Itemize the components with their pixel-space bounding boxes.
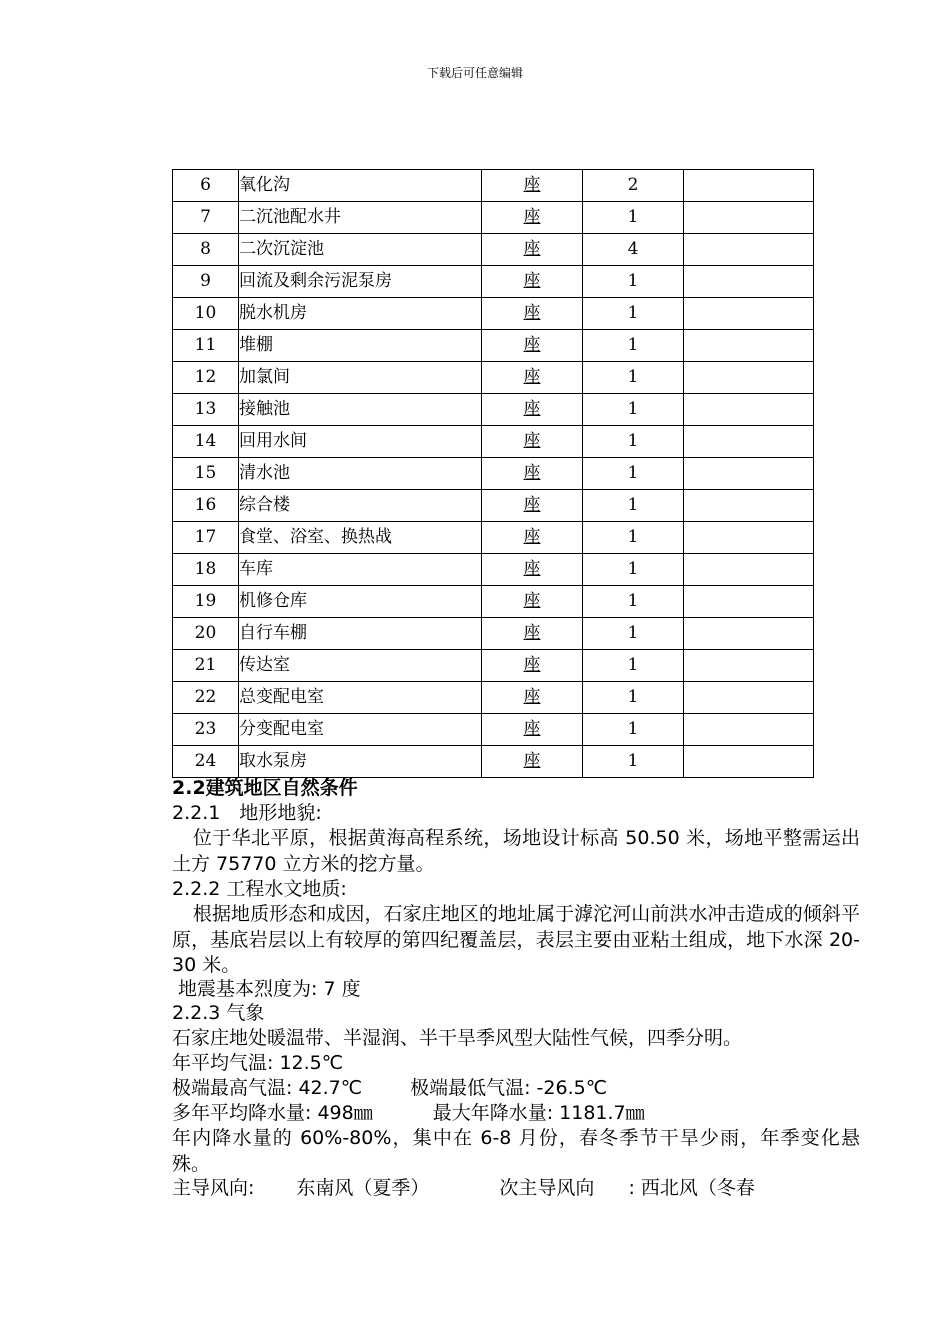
extreme-min-temperature: 极端最低气温: -26.5℃	[410, 1077, 608, 1099]
table-row	[173, 202, 814, 234]
row-number-cell: 21	[173, 650, 239, 682]
unit-cell: 座	[482, 490, 583, 522]
extreme-max-temperature: 极端最高气温: 42.7℃	[172, 1077, 363, 1099]
remark-cell	[684, 458, 814, 490]
remark-cell	[684, 746, 814, 778]
unit-cell: 座	[482, 394, 583, 426]
remark-cell	[684, 426, 814, 458]
table-row	[173, 394, 814, 426]
row-number-cell: 7	[173, 202, 239, 234]
facility-name-cell: 食堂、浴室、换热战	[239, 522, 482, 554]
unit-cell: 座	[482, 554, 583, 586]
facility-name-cell: 回用水间	[239, 426, 482, 458]
row-number-cell: 18	[173, 554, 239, 586]
table-row	[173, 554, 814, 586]
unit-cell: 座	[482, 682, 583, 714]
row-number-cell: 19	[173, 586, 239, 618]
facility-name-cell: 加氯间	[239, 362, 482, 394]
average-precipitation: 多年平均降水量: 498㎜	[172, 1102, 373, 1124]
quantity-cell: 1	[583, 650, 684, 682]
quantity-cell: 1	[583, 746, 684, 778]
unit-cell: 座	[482, 362, 583, 394]
row-number-cell: 13	[173, 394, 239, 426]
remark-cell	[684, 554, 814, 586]
row-number-cell: 22	[173, 682, 239, 714]
table-row	[173, 490, 814, 522]
remark-cell	[684, 394, 814, 426]
precipitation-row	[172, 1101, 862, 1127]
row-number-cell: 23	[173, 714, 239, 746]
quantity-cell: 1	[583, 298, 684, 330]
unit-cell: 座	[482, 746, 583, 778]
table-row	[173, 266, 814, 298]
unit-cell: 座	[482, 170, 583, 202]
quantity-cell: 1	[583, 682, 684, 714]
quantity-cell: 1	[583, 554, 684, 586]
table-row	[173, 170, 814, 202]
quantity-cell: 1	[583, 362, 684, 394]
quantity-cell: 1	[583, 458, 684, 490]
unit-cell: 座	[482, 234, 583, 266]
facility-table	[172, 169, 814, 778]
row-number-cell: 16	[173, 490, 239, 522]
facility-name-cell: 堆棚	[239, 330, 482, 362]
row-number-cell: 17	[173, 522, 239, 554]
quantity-cell: 1	[583, 426, 684, 458]
row-number-cell: 8	[173, 234, 239, 266]
quantity-cell: 2	[583, 170, 684, 202]
quantity-cell: 1	[583, 266, 684, 298]
table-row	[173, 618, 814, 650]
row-number-cell: 11	[173, 330, 239, 362]
facility-name-cell: 自行车棚	[239, 618, 482, 650]
table-row	[173, 426, 814, 458]
secondary-wind-value: : 西北风（冬春	[628, 1177, 755, 1199]
seismic-intensity: 地震基本烈度为: 7 度	[178, 978, 361, 1000]
unit-cell: 座	[482, 714, 583, 746]
quantity-cell: 4	[583, 234, 684, 266]
table-row	[173, 522, 814, 554]
paragraph-hydrogeology: 根据地质形态和成因，石家庄地区的地址属于滹沱河山前洪水冲击造成的倾斜平原，基底岩层以上有较厚的第四纪覆盖层，表层主要由亚粘土组成，地下水深 20-30 米。	[172, 903, 860, 976]
quantity-cell: 1	[583, 490, 684, 522]
facility-name-cell: 二次沉淀池	[239, 234, 482, 266]
table-row	[173, 682, 814, 714]
remark-cell	[684, 586, 814, 618]
paragraph-precipitation-distribution: 年内降水量的 60%-80%，集中在 6-8 月份，春冬季节干旱少雨，年季变化悬殊。	[172, 1127, 860, 1175]
unit-cell: 座	[482, 298, 583, 330]
facility-name-cell: 清水池	[239, 458, 482, 490]
unit-cell: 座	[482, 522, 583, 554]
row-number-cell: 9	[173, 266, 239, 298]
table-row	[173, 298, 814, 330]
facility-name-cell: 机修仓库	[239, 586, 482, 618]
facility-name-cell: 二沉池配水井	[239, 202, 482, 234]
row-number-cell: 10	[173, 298, 239, 330]
facility-name-cell: 接触池	[239, 394, 482, 426]
paragraph-climate: 石家庄地处暖温带、半湿润、半干旱季风型大陆性气候，四季分明。	[172, 1027, 743, 1049]
secondary-wind-label: 次主导风向	[499, 1177, 595, 1199]
table-row	[173, 458, 814, 490]
quantity-cell: 1	[583, 394, 684, 426]
remark-cell	[684, 522, 814, 554]
row-number-cell: 20	[173, 618, 239, 650]
remark-cell	[684, 266, 814, 298]
subsection-title-terrain: 2.2.1 地形地貌:	[172, 802, 322, 824]
table-row	[173, 650, 814, 682]
table-row	[173, 362, 814, 394]
unit-cell: 座	[482, 202, 583, 234]
unit-cell: 座	[482, 266, 583, 298]
page-header: 下载后可任意编辑	[426, 66, 523, 80]
table-row	[173, 714, 814, 746]
subsection-title-hydrogeology: 2.2.2 工程水文地质:	[172, 878, 347, 900]
facility-name-cell: 取水泵房	[239, 746, 482, 778]
row-number-cell: 24	[173, 746, 239, 778]
facility-name-cell: 综合楼	[239, 490, 482, 522]
prevailing-wind-label: 主导风向:	[172, 1177, 255, 1199]
row-number-cell: 6	[173, 170, 239, 202]
remark-cell	[684, 650, 814, 682]
facility-name-cell: 回流及剩余污泥泵房	[239, 266, 482, 298]
row-number-cell: 15	[173, 458, 239, 490]
facility-name-cell: 分变配电室	[239, 714, 482, 746]
facility-name-cell: 氧化沟	[239, 170, 482, 202]
remark-cell	[684, 618, 814, 650]
table-row	[173, 330, 814, 362]
quantity-cell: 1	[583, 522, 684, 554]
facility-name-cell: 脱水机房	[239, 298, 482, 330]
quantity-cell: 1	[583, 330, 684, 362]
remark-cell	[684, 234, 814, 266]
remark-cell	[684, 170, 814, 202]
remark-cell	[684, 682, 814, 714]
wind-direction-row	[172, 1176, 862, 1202]
unit-cell: 座	[482, 426, 583, 458]
remark-cell	[684, 330, 814, 362]
prevailing-wind-value: 东南风（夏季）	[296, 1177, 430, 1199]
row-number-cell: 12	[173, 362, 239, 394]
remark-cell	[684, 362, 814, 394]
unit-cell: 座	[482, 586, 583, 618]
section-heading: 2.2建筑地区自然条件	[172, 777, 358, 799]
facility-name-cell: 总变配电室	[239, 682, 482, 714]
remark-cell	[684, 298, 814, 330]
unit-cell: 座	[482, 458, 583, 490]
remark-cell	[684, 714, 814, 746]
paragraph-terrain: 位于华北平原，根据黄海高程系统，场地设计标高 50.50 米，场地平整需运出土方 75770 立方米的挖方量。	[172, 827, 860, 875]
facility-name-cell: 车库	[239, 554, 482, 586]
facility-table-body	[173, 170, 814, 778]
table-row	[173, 746, 814, 778]
max-annual-precipitation: 最大年降水量: 1181.7㎜	[432, 1102, 645, 1124]
row-number-cell: 14	[173, 426, 239, 458]
quantity-cell: 1	[583, 586, 684, 618]
table-row	[173, 234, 814, 266]
unit-cell: 座	[482, 618, 583, 650]
annual-average-temperature: 年平均气温: 12.5℃	[172, 1052, 344, 1074]
unit-cell: 座	[482, 330, 583, 362]
subsection-title-climate: 2.2.3 气象	[172, 1002, 265, 1024]
quantity-cell: 1	[583, 202, 684, 234]
quantity-cell: 1	[583, 714, 684, 746]
extreme-temperature-row	[172, 1076, 862, 1102]
table-row	[173, 586, 814, 618]
remark-cell	[684, 490, 814, 522]
facility-name-cell: 传达室	[239, 650, 482, 682]
remark-cell	[684, 202, 814, 234]
quantity-cell: 1	[583, 618, 684, 650]
unit-cell: 座	[482, 650, 583, 682]
